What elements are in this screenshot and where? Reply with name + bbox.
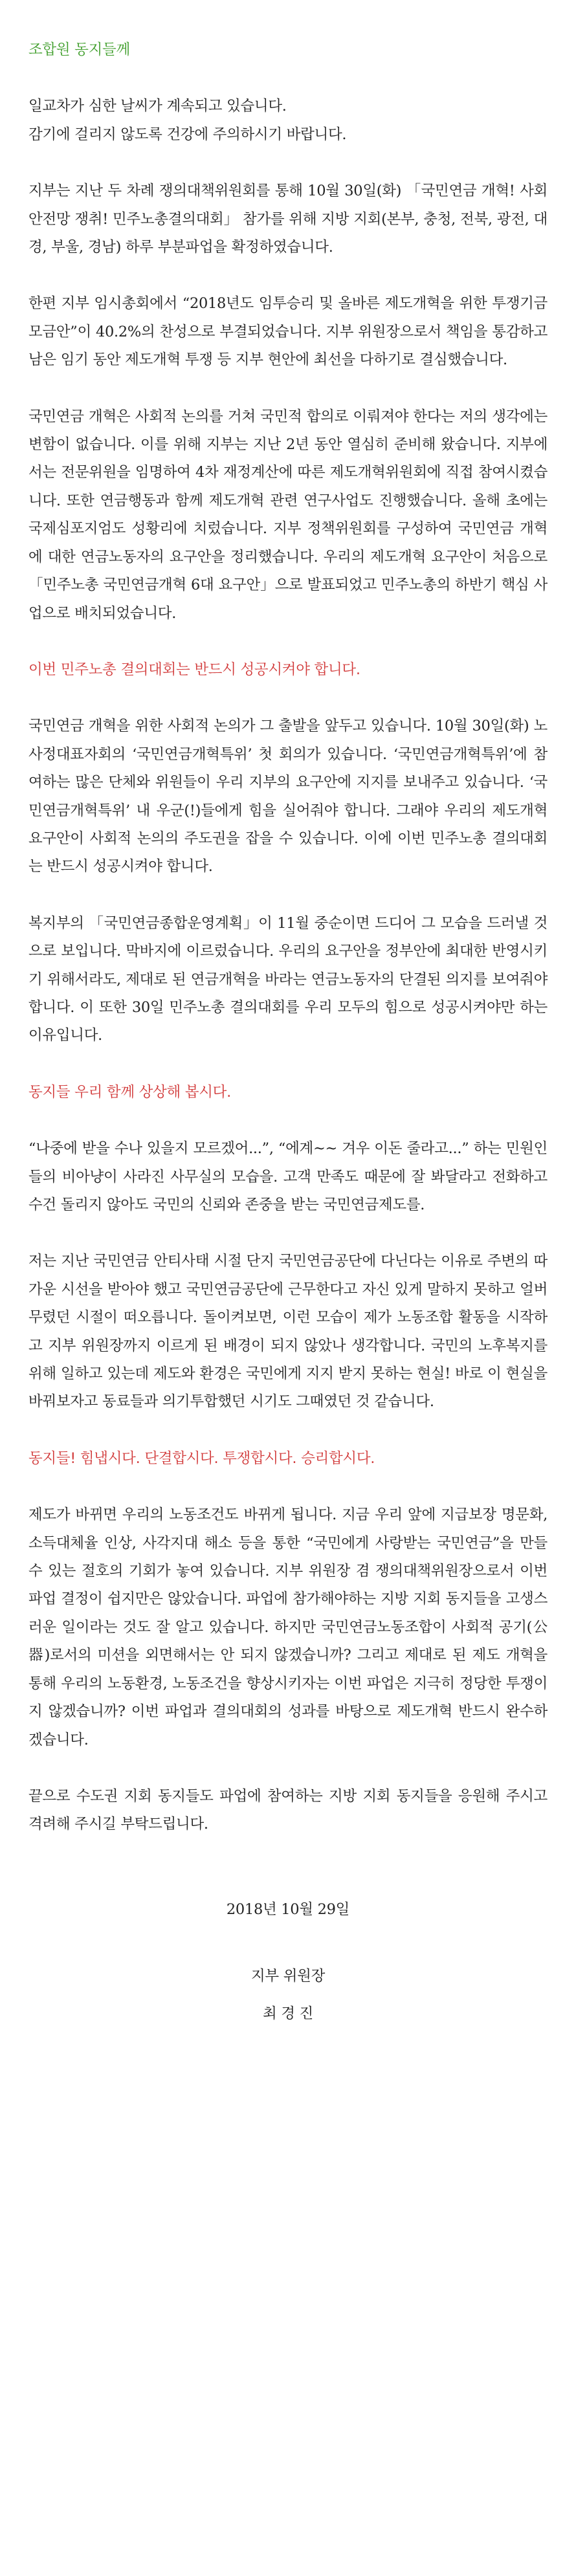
signature-name: 최 경 진 bbox=[262, 2005, 313, 2022]
paragraph-imagine: “나중에 받을 수나 있을지 모르겠어...”, “에계~~ 겨우 이돈 줄라고...” 하는 민원인들의 비아냥이 사라진 사무실의 모습을. 고객 만족도 때문에 잘 봐달라고 전화하고 수건 돌리지 않아도 국민의 신뢰와 존중을 받는 국민연금제도를. bbox=[28, 1140, 548, 1213]
greeting: 조합원 동지들께 bbox=[28, 41, 130, 58]
paragraph-change: 제도가 바뀌면 우리의 노동조건도 바뀌게 됩니다. 지금 우리 앞에 지급보장 명문화, 소득대체율 인상, 사각지대 해소 등을 통한 “국민에게 사랑받는 국민연금”을 만들 수 있는 절호의 기회가 놓여 있습니다. 지부 위원장 겸 쟁의대책위원장으로서 이번 파업 결정이 쉽지만은 않았습니다. 파업에 참가해야하는 지방 지회 동지들을 고생스러운 일이라는 것도 잘 알고 있습니다. 하지만 국민연금노동조합이 사회적 공기(公器)로서의 미션을 외면해서는 안 되지 않겠습니까? 그리고 제대로 된 제도 개혁을 통해 우리의 노동환경, 노동조건을 향상시키자는 이번 파업은 지극히 정당한 투쟁이지 않겠습니까? 이번 파업과 결의대회의 성과를 바탕으로 제도개혁 반드시 완수하겠습니다. bbox=[28, 1506, 548, 1748]
section-heading-solidarity: 동지들! 힘냅시다. 단결합시다. 투쟁합시다. 승리합시다. bbox=[28, 1449, 375, 1467]
paragraph-strike: 지부는 지난 두 차례 쟁의대책위원회를 통해 10월 30일(화) 「국민연금 개혁! 사회안전망 쟁취! 민주노총결의대회」 참가를 위해 지방 지회(본부, 충청, 전북, 광전, 대경, 부울, 경남) 하루 부분파업을 확정하였습니다. bbox=[28, 182, 548, 256]
section-heading-imagine: 동지들 우리 함께 상상해 봅시다. bbox=[28, 1083, 231, 1101]
section-heading-rally: 이번 민주노총 결의대회는 반드시 성공시켜야 합니다. bbox=[28, 661, 360, 678]
paragraph-text: 일교차가 심한 날씨가 계속되고 있습니다. 감기에 걸리지 않도록 건강에 주의하시기 바랍니다. bbox=[28, 98, 347, 143]
signature-title: 지부 위원장 bbox=[250, 1968, 326, 1985]
letter-date: 2018년 10월 29일 bbox=[226, 1900, 350, 1918]
paragraph-intro bbox=[28, 93, 548, 149]
paragraph-reform: 국민연금 개혁은 사회적 논의를 거쳐 국민적 합의로 이뤄져야 한다는 저의 생각에는 변함이 없습니다. 이를 위해 지부는 지난 2년 동안 열심히 준비해 왔습니다. 지부에서는 전문위원을 임명하여 4차 재정계산에 따른 제도개혁위원회에 직접 참여시켰습니다. 또한 연금행동과 함께 제도개혁 관련 연구사업도 진행했습니다. 올해 초에는 국제심포지엄도 성황리에 치렀습니다. 지부 정책위원회를 구성하여 국민연금 개혁에 대한 연금노동자의 요구안을 정리했습니다. 우리의 제도개혁 요구안이 처음으로 「민주노총 국민연금개혁 6대 요구안」으로 발표되었고 민주노총의 하반기 핵심 사업으로 배치되었습니다. bbox=[28, 408, 548, 622]
paragraph-memory: 저는 지난 국민연금 안티사태 시절 단지 국민연금공단에 다닌다는 이유로 주변의 따가운 시선을 받아야 했고 국민연금공단에 근무한다고 자신 있게 말하지 못하고 얼버무렸던 시절이 떠오릅니다. 돌이켜보면, 이런 모습이 제가 노동조합 활동을 시작하고 지부 위원장까지 이르게 된 배경이 되지 않았나 생각합니다. 국민의 노후복지를 위해 일하고 있는데 제도와 환경은 국민에게 지지 받지 못하는 현실! 바로 이 현실을 바꿔보자고 동료들과 의기투합했던 시기도 그때였던 것 같습니다. bbox=[28, 1253, 548, 1411]
paragraph-special-committee: 국민연금 개혁을 위한 사회적 논의가 그 출발을 앞두고 있습니다. 10월 30일(화) 노사정대표자회의 ‘국민연금개혁특위’ 첫 회의가 있습니다. ‘국민연금개혁특위’에 참여하는 많은 단체와 위원들이 우리 지부의 요구안에 지지를 보내주고 있습니다. ‘국민연금개혁특위’ 내 우군(!)들에게 힘을 실어줘야 합니다. 그래야 우리의 제도개혁 요구안이 사회적 논의의 주도권을 잡을 수 있습니다. 이에 이번 민주노총 결의대회는 반드시 성공시켜야 합니다. bbox=[28, 718, 548, 875]
signature-block bbox=[28, 1963, 548, 2028]
paragraph-ministry-plan: 복지부의 「국민연금종합운영계획」이 11월 중순이면 드디어 그 모습을 드러낼 것으로 보입니다. 막바지에 이르렀습니다. 우리의 요구안을 정부안에 최대한 반영시키기 위해서라도, 제대로 된 연금개혁을 바라는 연금노동자의 단결된 의지를 보여줘야 합니다. 이 또한 30일 민주노총 결의대회를 우리 모두의 힘으로 성공시켜야만 하는 이유입니다. bbox=[28, 914, 548, 1044]
paragraph-vote: 한편 지부 임시총회에서 “2018년도 임투승리 및 올바른 제도개혁을 위한 투쟁기금 모금안”이 40.2%의 찬성으로 부결되었습니다. 지부 위원장으로서 책임을 통감하고 남은 임기 동안 제도개혁 투쟁 등 지부 현안에 최선을 다하기로 결심했습니다. bbox=[28, 295, 548, 369]
paragraph-closing: 끝으로 수도권 지회 동지들도 파업에 참여하는 지방 지회 동지들을 응원해 주시고 격려해 주시길 부탁드립니다. bbox=[28, 1787, 548, 1833]
